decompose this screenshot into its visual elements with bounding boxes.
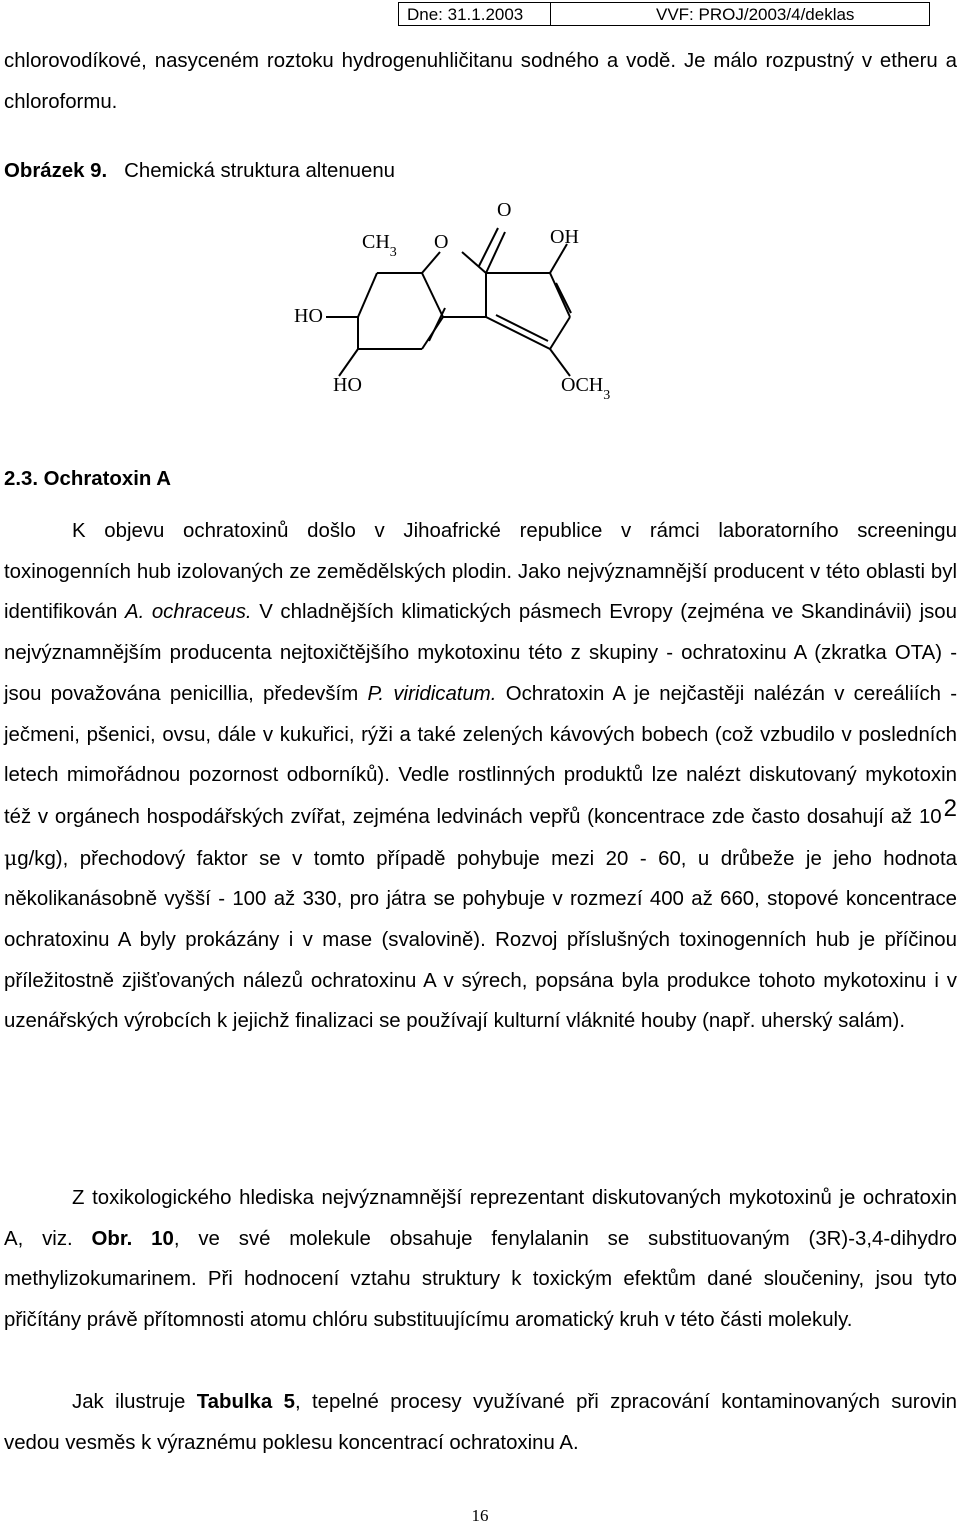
altenuene-structure-diagram [0,0,960,420]
label-methoxy-sub: 3 [603,388,611,403]
p1-text-c: Ochratoxin A je nejčastěji nalézán v cereáliích - ječmeni, pšenici, ovsu, dále v kukuřici, rýži a také zelených kávových bobech (což vzbudilo v posledních letech mimořádnou pozornost odborníků). Vedle rostlinných produktů lze nalézt diskutovaný mykotoxin též v orgánech hospodářských zvířat, zejména ledvinách vepřů (koncentrace zde často dosahují až 10 [4,682,957,828]
label-hydroxyl: OH [550,226,579,248]
p2-text-b: , ve své molekule obsahuje fenylalanin se substituovaným (3R)-3,4-dihydro methylizokumarinem. Při hodnocení vztahu struktury k toxickým efektům dané sloučeniny, jsou tyto přičítány právě přítomnosti atomu chlóru substituujícímu aromatický kruh v této části molekuly. [4,1227,957,1332]
label-ch3-top-base: CH [362,231,390,253]
p1-species-ochraceus: A. ochraceus. [124,601,252,624]
p1-micro-symbol: μ [4,845,18,870]
header-document-ref: VVF: PROJ/2003/4/deklas [550,2,930,26]
section-heading: 2.3. Ochratoxin A [4,468,171,490]
label-methoxy-base: OCH [561,374,604,396]
p3-text-a: Jak ilustruje [72,1391,197,1413]
p1-text-d: g/kg), přechodový faktor se v tomto případě pohybuje mezi 20 - 60, u drůbeže je jeho hodnota několikanásobně vyšší - 100 až 330, pro játra se pohybuje v rozmezí 400 až 660, stopové koncentrace ochratoxinu A byly prokázány i v mase (svalovině). Rozvoj příslušných toxinogenních hub je příčinou příležitostně zjišťovaných nálezů ochratoxinu A v sýrech, popsána byla produkce tohoto mykotoxinu i v uzenářských výrobcích k jejichž finalizaci se používají kulturní vláknité houby (např. uherský salám). [4,847,957,1033]
p3-table-ref-number: 5 [283,1391,295,1413]
intro-paragraph: chlorovodíkové, nasyceném roztoku hydrogenuhličitanu sodného a vodě. Je málo rozpustný v etheru a chloroformu. [4,50,957,113]
header-date: Dne: 31.1.2003 [398,2,550,26]
label-ch3-top [362,231,397,260]
label-ch3-top-sub: 3 [389,245,397,260]
p1-species-viridicatum: P. viridicatum. [367,682,497,705]
label-carbonyl-oxygen: O [497,199,512,221]
p2-figure-ref-label: Obr. [91,1227,133,1250]
figure-caption-label: Obrázek 9. [4,160,108,182]
p2-figure-ref-number: 10 [151,1227,174,1250]
toxicology-paragraph [4,1178,957,1341]
page-number: 16 [471,1506,489,1525]
p3-text-b: , tepelné procesy využívané při zpracování kontaminovaných surovin vedou vesměs k výraznému poklesu koncentrací ochratoxinu A. [4,1391,957,1454]
p1-text-b: V chladnějších klimatických pásmech Evropy (zejména ve Skandinávii) jsou nejvýznamnějším producenta nejtoxičtějšího mykotoxinu této z skupiny - ochratoxinu A (zkratka OTA) - jsou považována penicillia, především [4,601,957,705]
p2-text-a: Z toxikologického hlediska nejvýznamnější reprezentant diskutovaných mykotoxinů je ochratoxin A, viz. [4,1187,957,1250]
figure-caption-text: Chemická struktura altenuenu [124,160,396,182]
ochratoxin-paragraph [4,511,957,1042]
label-hydroxyl-bottom: HO [333,374,362,396]
label-hydroxyl-left: HO [294,305,323,327]
p1-exponent: 2 [943,794,957,822]
p3-table-ref-label: Tabulka [196,1391,273,1413]
label-ring-oxygen: O [434,231,449,253]
processing-paragraph [4,1382,957,1463]
p1-text-a: K objevu ochratoxinů došlo v Jihoafrické republice v rámci laboratorního screeningu toxinogenních hub izolovaných ze zemědělských plodin. Jako nejvýznamnější producent v této oblasti byl identifikován [4,520,957,624]
label-methoxy [561,374,610,403]
